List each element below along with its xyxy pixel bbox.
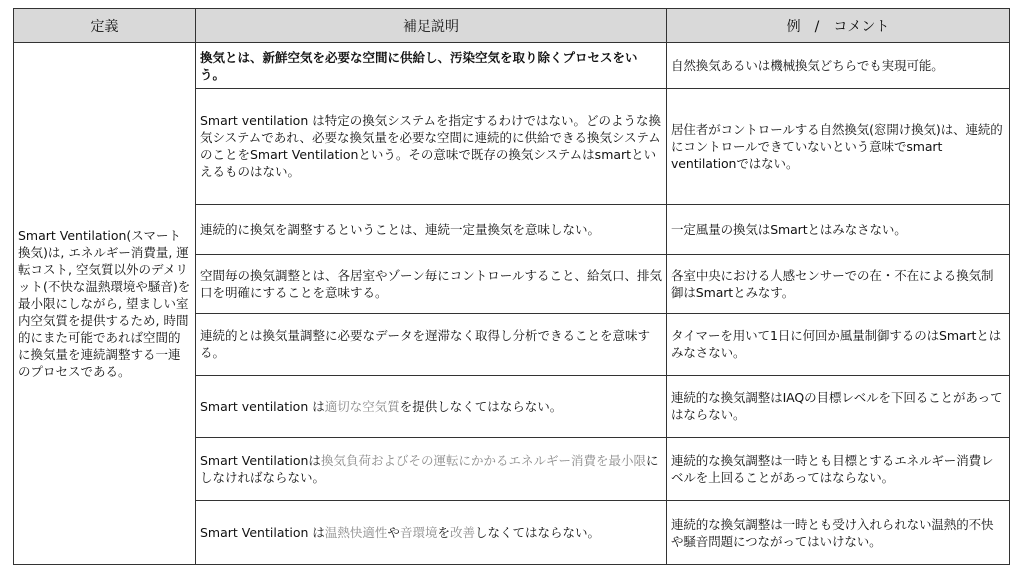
explanation-text: しなくてはならない。 — [474, 525, 600, 541]
comment-cell: 各室中央における人感センサーでの在・不在による換気制御はSmartとみなす。 — [667, 254, 1010, 313]
explanation-cell: Smart ventilation は特定の換気システムを指定するわけではない。どのような換気システムであれ、必要な換気量を必要な空間に連続的に供給できる換気システムのことをSmart Ventilationという。その意味で既存の換気システムはsmartといえるものはない。 — [196, 89, 667, 205]
comment-cell: タイマーを用いて1日に何回か風量制御するのはSmartとはみなさない。 — [667, 314, 1010, 375]
comment-cell: 連続的な換気調整はIAQの目標レベルを下回ることがあってはならない。 — [667, 375, 1010, 437]
definition-cell: Smart Ventilation(スマート換気)は, エネルギー消費量, 運転コスト, 空気質以外のデメリット(不快な温熱環境や騒音)を最小限にしながら, 望ましい室内空気質を提供するため, 時間的にまた可能であれば空間的に換気量を連続調整する一連のプロセスである。 — [14, 43, 196, 565]
comment-cell: 連続的な換気調整は一時とも目標とするエネルギー消費レベルを上回ることがあってはならない。 — [667, 438, 1010, 501]
highlight-text: 換気負荷およびその運転にかかるエネルギー消費を最小限 — [320, 453, 646, 469]
explanation-cell — [196, 438, 667, 501]
explanation-cell: 連続的とは換気量調整に必要なデータを遅滞なく取得し分析できることを意味する。 — [196, 314, 667, 375]
header-definition: 定義 — [14, 9, 196, 43]
explanation-text: Smart Ventilationは — [200, 453, 321, 469]
table-row — [14, 43, 1010, 89]
highlight-text: 音環境 — [399, 525, 438, 541]
comment-cell: 一定風量の換気はSmartとはみなさない。 — [667, 204, 1010, 254]
explanation-cell: 連続的に換気を調整するということは、連続一定量換気を意味しない。 — [196, 204, 667, 254]
header-comment-note: コメント — [833, 18, 890, 35]
explanation-text: や — [387, 525, 400, 541]
header-comment-example: 例 — [786, 18, 801, 35]
header-row — [14, 9, 1010, 43]
explanation-text: にしなければならない。 — [200, 453, 659, 486]
smart-ventilation-table — [13, 8, 1010, 565]
highlight-text: 改善 — [449, 525, 475, 541]
explanation-text: Smart ventilation は — [200, 398, 325, 414]
highlight-text: 温熱快適性 — [324, 525, 388, 541]
comment-cell: 連続的な換気調整は一時とも受け入れられない温熱的不快や騒音問題につながってはいけない。 — [667, 501, 1010, 565]
comment-cell: 自然換気あるいは機械換気どちらでも実現可能。 — [667, 43, 1010, 89]
explanation-text: を提供しなくてはならない。 — [399, 398, 563, 414]
explanation-text: を — [437, 525, 450, 541]
explanation-text: Smart Ventilation は — [200, 525, 325, 541]
header-comment — [667, 9, 1010, 43]
header-comment-separator: / — [814, 18, 820, 35]
explanation-cell: 換気とは、新鮮空気を必要な空間に供給し、汚染空気を取り除くプロセスをいう。 — [196, 43, 667, 89]
explanation-cell: 空間毎の換気調整とは、各居室やゾーン毎にコントロールすること、給気口、排気口を明確にすることを意味する。 — [196, 254, 667, 313]
explanation-cell — [196, 501, 667, 565]
explanation-cell — [196, 375, 667, 437]
header-explanation: 補足説明 — [196, 9, 667, 43]
highlight-text: 適切な空気質 — [324, 398, 400, 414]
comment-cell: 居住者がコントロールする自然換気(窓開け換気)は、連続的にコントロールできていないという意味でsmart ventilationではない。 — [667, 89, 1010, 205]
